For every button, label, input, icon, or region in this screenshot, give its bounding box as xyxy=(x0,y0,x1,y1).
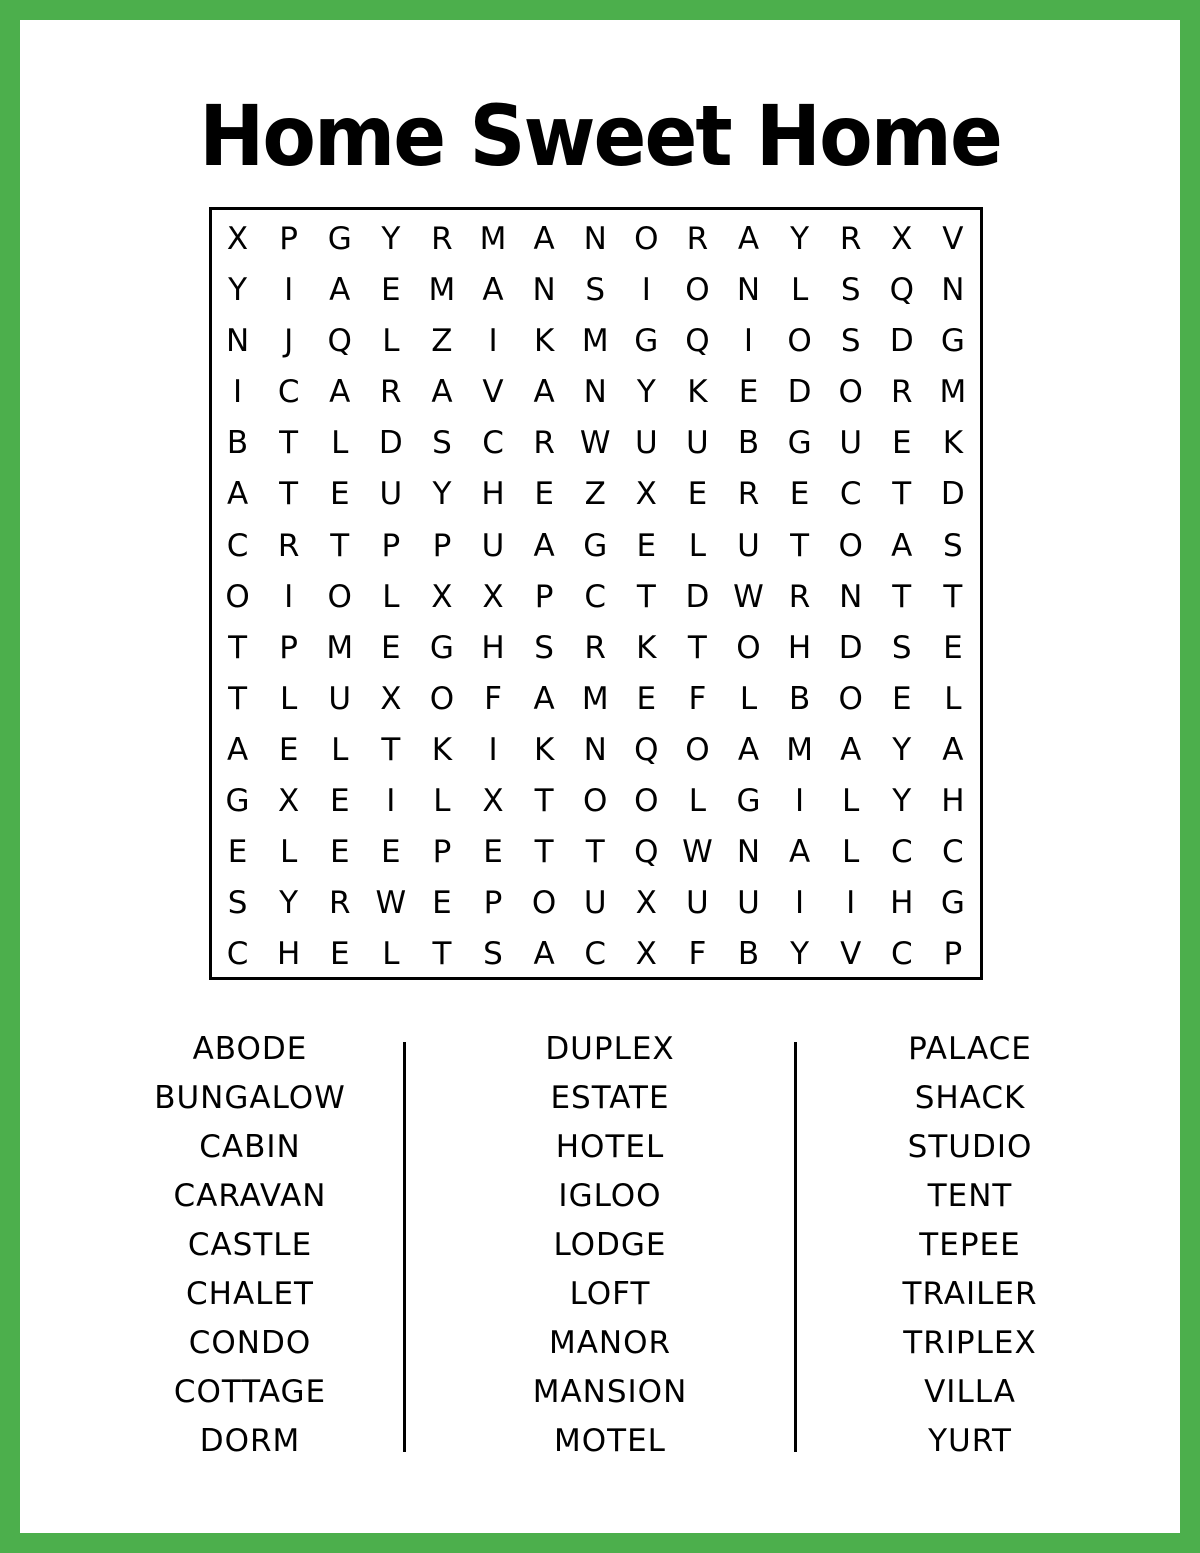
grid-letter: Z xyxy=(584,476,606,513)
grid-letter: T xyxy=(585,834,605,871)
grid-letter: X xyxy=(635,936,657,973)
grid-letter: L xyxy=(382,578,400,615)
grid-letter: C xyxy=(890,936,913,973)
grid-letter: C xyxy=(584,936,607,973)
word-list-item: CARAVAN xyxy=(173,1178,327,1214)
grid-letter: X xyxy=(431,578,453,615)
word-list-item: VILLA xyxy=(924,1374,1016,1410)
grid-letter: M xyxy=(479,221,507,257)
grid-letter: R xyxy=(584,629,606,666)
grid-letter: A xyxy=(533,221,555,257)
grid-letter: U xyxy=(686,425,709,462)
grid-letter: E xyxy=(329,476,350,513)
grid-letter: R xyxy=(277,527,300,564)
word-list-item: PALACE xyxy=(908,1031,1032,1067)
grid-letter: G xyxy=(940,885,965,922)
grid-letter: A xyxy=(533,680,555,717)
grid-letter: T xyxy=(279,476,299,513)
grid-letter: U xyxy=(634,425,658,462)
grid-row xyxy=(212,214,980,265)
grid-letter: M xyxy=(581,680,609,717)
grid-letter: U xyxy=(379,476,403,513)
grid-letter: Q xyxy=(327,323,352,360)
grid-letter: S xyxy=(585,272,606,309)
grid-letter: O xyxy=(634,783,659,820)
grid-letter: Y xyxy=(892,731,912,768)
grid-letter: Q xyxy=(634,731,659,768)
grid-letter: O xyxy=(838,374,863,411)
grid-letter: T xyxy=(228,680,248,717)
grid-letter: T xyxy=(381,731,401,768)
grid-row xyxy=(212,725,980,776)
word-list-item: ABODE xyxy=(192,1031,308,1067)
grid-letter: L xyxy=(842,783,860,820)
word-list-item: LOFT xyxy=(569,1276,651,1312)
grid-letter: N xyxy=(583,731,607,768)
grid-letter: S xyxy=(432,425,452,462)
grid-letter: S xyxy=(483,936,503,973)
grid-letter: A xyxy=(431,374,453,411)
grid-letter: F xyxy=(688,936,707,973)
grid-letter: N xyxy=(736,834,761,871)
grid-letter: Y xyxy=(892,783,912,820)
word-list-item: TENT xyxy=(927,1178,1013,1214)
grid-letter: E xyxy=(943,629,963,666)
grid-letter: V xyxy=(942,221,964,257)
grid-row xyxy=(212,316,980,367)
word-list-item: BUNGALOW xyxy=(154,1080,346,1116)
grid-letter: L xyxy=(842,834,860,871)
grid-letter: T xyxy=(790,527,810,564)
grid-letter: R xyxy=(788,578,811,615)
grid-letter: K xyxy=(687,374,708,411)
grid-letter: N xyxy=(225,323,250,360)
grid-letter: U xyxy=(839,425,863,462)
grid-row xyxy=(212,572,980,623)
grid-letter: H xyxy=(890,885,914,922)
grid-row xyxy=(212,878,980,929)
grid-letter: H xyxy=(481,629,505,666)
grid-letter: L xyxy=(331,425,349,462)
grid-letter: A xyxy=(533,527,555,564)
grid-letter: B xyxy=(737,936,760,973)
grid-letter: R xyxy=(431,221,453,257)
word-list-item: STUDIO xyxy=(907,1129,1033,1165)
grid-letter: G xyxy=(634,323,659,360)
word-list-item: SHACK xyxy=(914,1080,1026,1116)
grid-letter: S xyxy=(840,272,861,309)
grid-letter: I xyxy=(488,323,498,360)
word-list-column-2 xyxy=(470,1025,750,1466)
word-list-item: COTTAGE xyxy=(173,1374,327,1410)
grid-letter: E xyxy=(227,834,248,871)
grid-letter: X xyxy=(482,578,504,615)
grid-letter: N xyxy=(532,272,556,309)
grid-letter: O xyxy=(685,731,710,768)
word-list-item: DUPLEX xyxy=(545,1031,675,1067)
grid-letter: T xyxy=(279,425,299,462)
grid-letter: W xyxy=(375,885,407,922)
grid-letter: L xyxy=(944,680,962,717)
grid-letter: X xyxy=(891,221,913,257)
word-list-item: TRIPLEX xyxy=(903,1325,1037,1361)
grid-letter: G xyxy=(429,629,454,666)
grid-letter: N xyxy=(583,374,607,411)
grid-letter: D xyxy=(378,425,403,462)
grid-letter: C xyxy=(482,425,504,462)
grid-letter: M xyxy=(326,629,354,666)
grid-letter: K xyxy=(533,323,555,360)
grid-letter: C xyxy=(839,476,862,513)
grid-letter: X xyxy=(380,680,402,717)
grid-letter: O xyxy=(787,323,812,360)
grid-row xyxy=(212,367,980,418)
grid-letter: A xyxy=(737,731,760,768)
grid-letter: E xyxy=(483,834,503,871)
grid-letter: K xyxy=(533,731,555,768)
grid-letter: A xyxy=(533,936,555,973)
grid-row xyxy=(212,674,980,725)
grid-letter: S xyxy=(943,527,963,564)
grid-letter: O xyxy=(531,885,557,922)
grid-letter: Y xyxy=(636,374,656,411)
grid-letter: D xyxy=(940,476,965,513)
grid-letter: E xyxy=(381,272,401,309)
grid-row xyxy=(212,623,980,674)
grid-letter: M xyxy=(428,272,456,309)
grid-letter: Y xyxy=(432,476,452,513)
column-divider xyxy=(403,1042,406,1452)
grid-letter: X xyxy=(635,885,657,922)
grid-letter: G xyxy=(736,783,761,820)
grid-letter: I xyxy=(488,731,498,768)
grid-letter: I xyxy=(232,374,243,411)
word-list-column-3 xyxy=(830,1025,1110,1466)
grid-letter: M xyxy=(939,374,967,411)
grid-letter: J xyxy=(284,323,294,360)
grid-letter: A xyxy=(788,834,811,871)
grid-letter: E xyxy=(789,476,810,513)
grid-letter: A xyxy=(482,272,504,309)
grid-letter: U xyxy=(583,885,607,922)
grid-letter: N xyxy=(941,272,965,309)
grid-letter: I xyxy=(284,272,294,309)
grid-letter: A xyxy=(226,731,249,768)
grid-letter: E xyxy=(329,834,350,871)
grid-letter: E xyxy=(278,731,299,768)
grid-letter: U xyxy=(686,885,709,922)
grid-letter: T xyxy=(330,527,350,564)
word-list-item: YURT xyxy=(928,1423,1012,1459)
grid-letter: L xyxy=(382,936,400,973)
grid-letter: R xyxy=(380,374,402,411)
grid-letter: I xyxy=(386,783,396,820)
grid-letter: C xyxy=(226,527,249,564)
grid-letter: P xyxy=(943,936,963,973)
grid-letter: A xyxy=(891,527,913,564)
grid-letter: C xyxy=(890,834,913,871)
grid-letter: Y xyxy=(279,885,299,922)
grid-letter: U xyxy=(328,680,352,717)
grid-row xyxy=(212,776,980,827)
grid-letter: U xyxy=(481,527,505,564)
grid-letter: P xyxy=(279,629,298,666)
grid-letter: E xyxy=(891,680,912,717)
grid-letter: P xyxy=(483,885,503,922)
grid-letter: T xyxy=(534,834,554,871)
grid-letter: D xyxy=(889,323,914,360)
grid-letter: R xyxy=(686,221,709,257)
grid-letter: H xyxy=(481,476,505,513)
grid-letter: O xyxy=(736,629,761,666)
grid-letter: C xyxy=(277,374,300,411)
grid-letter: Q xyxy=(634,834,659,871)
grid-row xyxy=(212,929,980,980)
grid-letter: G xyxy=(787,425,812,462)
grid-letter: U xyxy=(737,885,760,922)
grid-letter: G xyxy=(225,783,250,820)
grid-letter: C xyxy=(226,936,249,973)
grid-letter: M xyxy=(581,323,609,360)
grid-letter: D xyxy=(838,629,863,666)
grid-letter: L xyxy=(688,527,707,564)
grid-letter: A xyxy=(840,731,862,768)
word-list-item: LODGE xyxy=(553,1227,667,1263)
grid-letter: C xyxy=(942,834,964,871)
grid-letter: E xyxy=(432,885,452,922)
grid-letter: R xyxy=(533,425,555,462)
grid-letter: I xyxy=(284,578,294,615)
grid-letter: M xyxy=(786,731,813,768)
grid-letter: C xyxy=(584,578,607,615)
grid-letter: P xyxy=(381,527,401,564)
grid-letter: I xyxy=(795,783,805,820)
grid-letter: B xyxy=(737,425,760,462)
word-list-item: CASTLE xyxy=(187,1227,313,1263)
grid-letter: W xyxy=(579,425,611,462)
grid-letter: S xyxy=(840,323,861,360)
grid-letter: R xyxy=(839,221,862,257)
grid-letter: Y xyxy=(228,272,248,309)
grid-row xyxy=(212,265,980,316)
word-list-item: MANSION xyxy=(532,1374,688,1410)
grid-letter: R xyxy=(890,374,913,411)
word-list-item: DORM xyxy=(199,1423,301,1459)
grid-letter: N xyxy=(583,221,607,257)
grid-letter: I xyxy=(846,885,856,922)
grid-letter: T xyxy=(534,783,554,820)
grid-letter: E xyxy=(738,374,759,411)
grid-letter: E xyxy=(636,680,657,717)
grid-letter: O xyxy=(225,578,250,615)
grid-letter: Y xyxy=(381,221,401,257)
column-divider xyxy=(794,1042,797,1452)
grid-letter: A xyxy=(226,476,249,513)
grid-letter: F xyxy=(688,680,707,717)
grid-letter: V xyxy=(840,936,862,973)
grid-letter: T xyxy=(943,578,963,615)
grid-letter: N xyxy=(839,578,863,615)
grid-letter: A xyxy=(942,731,964,768)
grid-letter: L xyxy=(331,731,349,768)
grid-letter: L xyxy=(433,783,451,820)
grid-letter: O xyxy=(685,272,710,309)
grid-letter: X xyxy=(635,476,657,513)
grid-letter: B xyxy=(788,680,811,717)
grid-letter: T xyxy=(432,936,452,973)
letter-grid xyxy=(209,207,983,980)
grid-letter: X xyxy=(226,221,249,257)
grid-letter: L xyxy=(739,680,758,717)
word-list-item: CABIN xyxy=(199,1129,301,1165)
grid-letter: Y xyxy=(790,936,810,973)
grid-letter: O xyxy=(429,680,455,717)
grid-letter: X xyxy=(278,783,300,820)
grid-letter: A xyxy=(329,272,351,309)
word-list-column-1 xyxy=(110,1025,390,1466)
grid-letter: B xyxy=(226,425,249,462)
grid-letter: Q xyxy=(685,323,710,360)
grid-letter: E xyxy=(381,629,401,666)
grid-letter: O xyxy=(634,221,659,257)
grid-letter: Z xyxy=(431,323,453,360)
grid-letter: T xyxy=(892,476,912,513)
word-list-item: IGLOO xyxy=(558,1178,662,1214)
grid-letter: T xyxy=(228,629,248,666)
word-list-item: CHALET xyxy=(186,1276,314,1312)
grid-letter: F xyxy=(484,680,502,717)
grid-letter: E xyxy=(534,476,554,513)
grid-letter: P xyxy=(534,578,554,615)
grid-letter: L xyxy=(280,834,298,871)
word-list-item: ESTATE xyxy=(550,1080,670,1116)
grid-letter: W xyxy=(682,834,713,871)
grid-letter: G xyxy=(583,527,608,564)
grid-letter: E xyxy=(636,527,657,564)
grid-letter: E xyxy=(687,476,708,513)
grid-letter: A xyxy=(737,221,760,257)
grid-letter: E xyxy=(891,425,912,462)
grid-letter: K xyxy=(942,425,964,462)
grid-letter: E xyxy=(329,783,350,820)
grid-letter: K xyxy=(636,629,657,666)
grid-letter: L xyxy=(382,323,400,360)
word-list-item: MOTEL xyxy=(554,1423,666,1459)
grid-letter: L xyxy=(280,680,298,717)
grid-letter: O xyxy=(327,578,352,615)
grid-letter: E xyxy=(381,834,401,871)
grid-row xyxy=(212,469,980,520)
grid-letter: L xyxy=(790,272,809,309)
grid-letter: R xyxy=(737,476,760,513)
page-title: Home Sweet Home xyxy=(199,88,1001,186)
grid-letter: D xyxy=(787,374,812,411)
grid-letter: I xyxy=(743,323,754,360)
grid-letter: X xyxy=(482,783,504,820)
word-list-item: CONDO xyxy=(188,1325,312,1361)
grid-letter: T xyxy=(636,578,656,615)
grid-row xyxy=(212,418,980,469)
grid-letter: A xyxy=(329,374,351,411)
word-list-item: HOTEL xyxy=(555,1129,665,1165)
grid-letter: G xyxy=(327,221,352,257)
grid-letter: I xyxy=(795,885,805,922)
grid-letter: I xyxy=(641,272,651,309)
grid-letter: Y xyxy=(790,221,810,257)
grid-letter: U xyxy=(737,527,760,564)
grid-letter: O xyxy=(838,680,863,717)
grid-letter: O xyxy=(583,783,608,820)
grid-letter: T xyxy=(892,578,912,615)
grid-letter: N xyxy=(736,272,761,309)
grid-letter: D xyxy=(685,578,710,615)
grid-letter: S xyxy=(227,885,248,922)
grid-letter: S xyxy=(891,629,912,666)
grid-letter: V xyxy=(482,374,504,411)
grid-row xyxy=(212,521,980,572)
grid-letter: H xyxy=(276,936,301,973)
grid-letter: W xyxy=(733,578,764,615)
grid-letter: K xyxy=(431,731,453,768)
word-list-item: TEPEE xyxy=(919,1227,1021,1263)
grid-letter: Q xyxy=(889,272,914,309)
grid-letter: R xyxy=(328,885,351,922)
word-list-item: MANOR xyxy=(548,1325,672,1361)
grid-letter: S xyxy=(534,629,554,666)
grid-letter: P xyxy=(279,221,298,257)
grid-letter: A xyxy=(533,374,555,411)
grid-letter: T xyxy=(687,629,707,666)
grid-letter: H xyxy=(941,783,965,820)
grid-letter: H xyxy=(787,629,812,666)
grid-letter: P xyxy=(432,834,452,871)
word-list-item: TRAILER xyxy=(902,1276,1038,1312)
grid-letter: L xyxy=(688,783,707,820)
grid-letter: P xyxy=(432,527,452,564)
grid-letter: O xyxy=(838,527,863,564)
grid-letter: E xyxy=(329,936,350,973)
grid-row xyxy=(212,827,980,878)
grid-letter: G xyxy=(940,323,965,360)
